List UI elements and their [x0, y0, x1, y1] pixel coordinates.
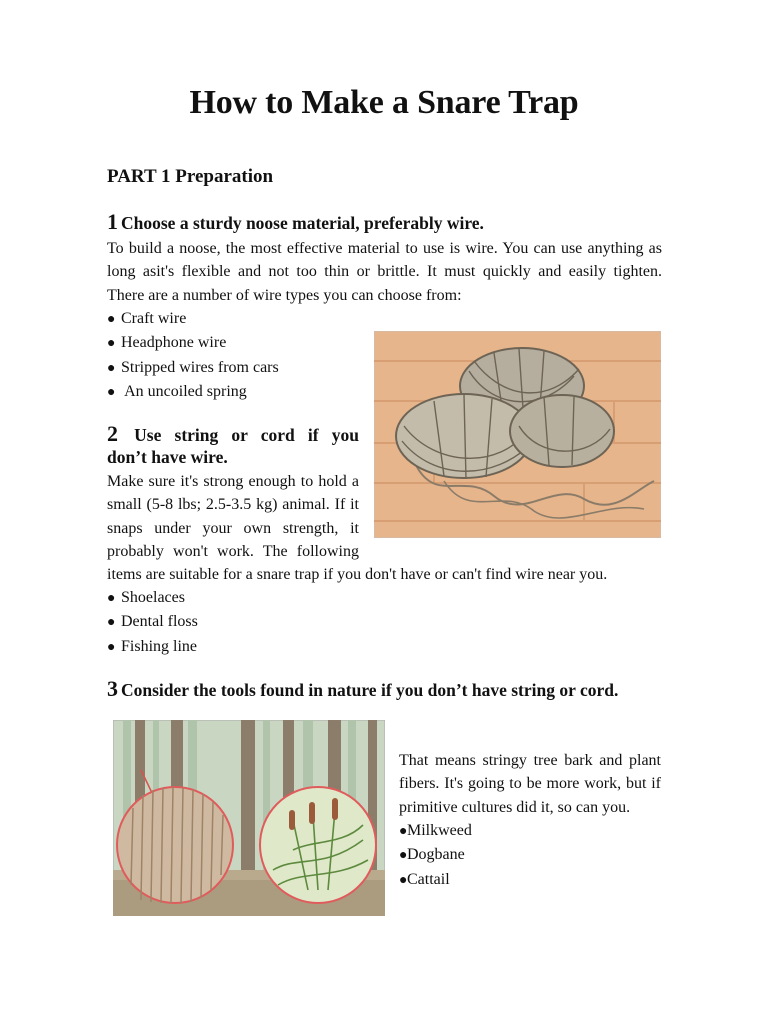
step3-paragraph — [399, 749, 661, 819]
bullet-icon: ● — [107, 615, 116, 631]
part-heading: PART 1 Preparation — [107, 166, 274, 187]
page-title: How to Make a Snare Trap — [189, 84, 579, 121]
list-item — [107, 586, 198, 610]
step2-line: Make sure it's strong enough to hold a — [107, 473, 359, 490]
bullet-icon: ● — [107, 591, 116, 606]
list-item — [399, 819, 472, 843]
step3-line: primitive cultures did it, so can you. — [399, 798, 631, 816]
step1-list — [107, 307, 279, 404]
bullet-icon: ● — [399, 824, 408, 839]
step2-heading-line: don’t have wire. — [107, 447, 228, 467]
list-item-text: Craft wire — [121, 310, 187, 327]
list-item-text: Cattail — [407, 870, 450, 888]
list-item — [107, 307, 279, 331]
bullet-icon: ● — [107, 639, 116, 655]
step3-heading-text: Consider the tools found in nature if you don’t have string or cord. — [121, 680, 619, 700]
list-item-text: Dental floss — [121, 613, 198, 631]
list-item-text: Fishing line — [121, 637, 198, 655]
step2-heading-line — [107, 423, 359, 446]
list-item-text: Stripped wires from cars — [121, 358, 279, 376]
bullet-icon: ● — [107, 384, 116, 400]
step2-line: probably won't work. The following — [107, 542, 359, 560]
forest-plants-illustration — [113, 720, 385, 916]
step1-line: To build a noose, the most effective material to use is wire. You can use anything as — [107, 240, 662, 257]
step2-heading-text: Use string or cord if you — [134, 425, 360, 445]
list-item — [399, 843, 472, 867]
step3-number: 3 — [107, 676, 118, 701]
list-item — [399, 868, 472, 892]
step2-line: small (5-8 lbs; 2.5-3.5 kg) animal. If it — [107, 496, 359, 514]
step3-heading — [107, 678, 618, 701]
list-item-text: Dogbane — [407, 846, 465, 864]
step1-heading-text: Choose a sturdy noose material, preferably wire. — [121, 213, 484, 233]
list-item — [107, 356, 279, 380]
bullet-icon: ● — [399, 872, 408, 888]
step2-paragraph — [107, 470, 359, 563]
list-item — [107, 610, 198, 634]
step2-line: snaps under your own strength, it — [107, 519, 359, 537]
bullet-icon: ● — [107, 336, 116, 352]
list-item — [107, 331, 279, 355]
list-item — [107, 380, 279, 404]
step1-paragraph — [107, 237, 662, 307]
step2-list — [107, 586, 198, 659]
step3-line: fibers. It's going to be more work, but if — [399, 775, 661, 793]
step1-line: long asit's flexible and not too thin or brittle. It must quickly and easily tighten. — [107, 263, 662, 281]
list-item — [107, 635, 198, 659]
coiled-wire-illustration — [374, 331, 661, 538]
step1-line: There are a number of wire types you can choose from: — [107, 286, 462, 304]
step2-number: 2 — [107, 421, 118, 446]
bullet-icon: ● — [107, 360, 116, 376]
list-item-text: An uncoiled spring — [121, 382, 247, 400]
list-item-text: Milkweed — [407, 822, 472, 839]
step3-list — [399, 819, 472, 892]
bullet-icon: ● — [399, 848, 408, 864]
list-item-text: Shoelaces — [121, 589, 185, 606]
step2-heading — [107, 423, 359, 468]
bullet-icon: ● — [107, 312, 116, 327]
list-item-text: Headphone wire — [121, 334, 227, 352]
step1-number: 1 — [107, 209, 118, 234]
step1-heading — [107, 211, 484, 234]
step3-line: That means stringy tree bark and plant — [399, 752, 661, 769]
step2-line-full: items are suitable for a snare trap if you don't have or can't find wire near you. — [107, 566, 608, 583]
